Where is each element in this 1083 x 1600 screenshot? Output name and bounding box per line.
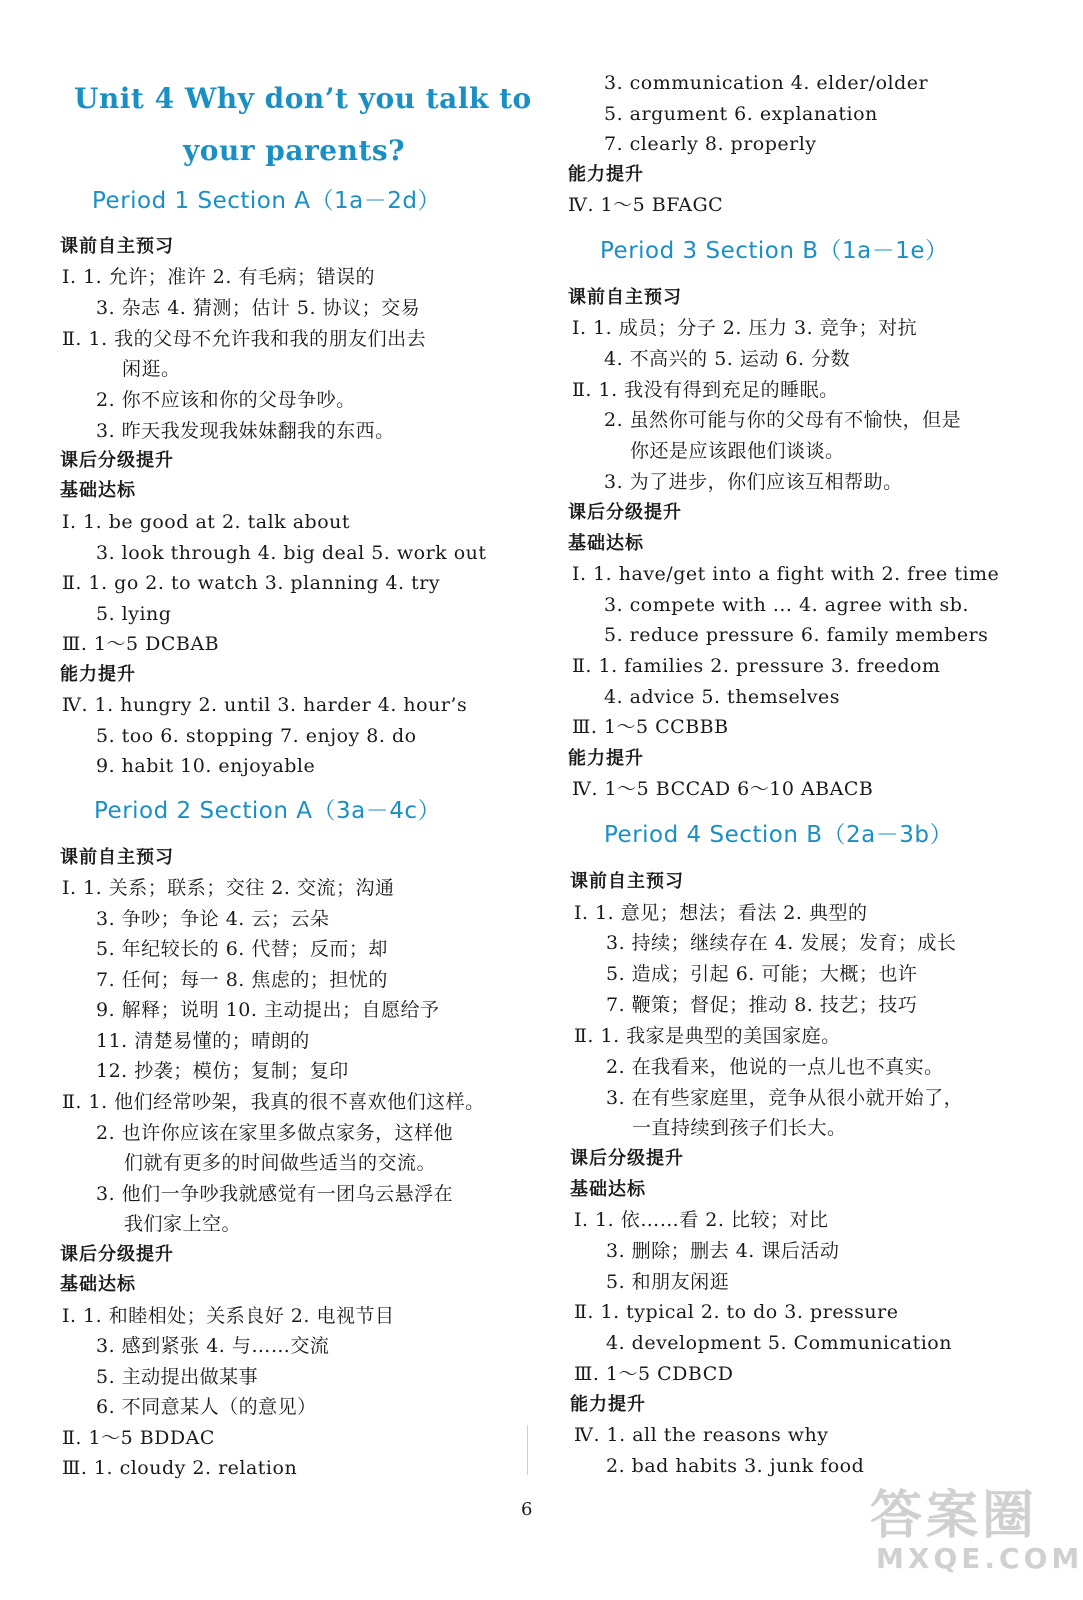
answer-line: 2. 也许你应该在家里多做点家务，这样他 (96, 1122, 454, 1144)
answer-line: 5. 主动提出做某事 (96, 1366, 259, 1388)
answer-line: Ⅰ. 1. 依……看 2. 比较；对比 (574, 1209, 829, 1231)
section-heading: 能力提升 (570, 1394, 646, 1415)
answer-line: 3. 昨天我发现我妹妹翻我的东西。 (96, 420, 395, 442)
period-title: Period 4 Section B（2a－3b） (604, 822, 953, 848)
answer-line: Ⅰ. 1. have/get into a fight with 2. free time (572, 563, 1000, 585)
answer-line: Ⅱ. 1. typical 2. to do 3. pressure (574, 1301, 899, 1323)
section-heading: 课前自主预习 (568, 287, 682, 308)
answer-line: Ⅰ. 1. 和睦相处；关系良好 2. 电视节目 (62, 1305, 395, 1327)
answer-line: Ⅰ. 1. 允许；准许 2. 有毛病；错误的 (62, 266, 375, 288)
answer-line: 5. reduce pressure 6. family members (604, 624, 989, 646)
answer-line: Ⅰ. 1. 意见；想法；看法 2. 典型的 (574, 902, 868, 924)
answer-line: 3. 争吵；争论 4. 云；云朵 (96, 908, 330, 930)
answer-line: 闲逛。 (122, 358, 181, 380)
answer-line: Ⅱ. 1. families 2. pressure 3. freedom (572, 655, 941, 677)
answer-line: 4. advice 5. themselves (604, 686, 840, 708)
section-heading: 基础达标 (60, 1274, 136, 1295)
answer-line: 7. clearly 8. properly (604, 133, 817, 155)
answer-line: 11. 清楚易懂的；晴朗的 (96, 1030, 310, 1052)
answer-line: Ⅰ. 1. 关系；联系；交往 2. 交流；沟通 (62, 877, 395, 899)
answer-line: Ⅱ. 1. go 2. to watch 3. planning 4. try (62, 572, 441, 594)
answer-line: Ⅳ. 1. all the reasons why (574, 1424, 829, 1446)
answer-line: 5. 年纪较长的 6. 代替；反而；却 (96, 938, 388, 960)
answer-line: 7. 鞭策；督促；推动 8. 技艺；技巧 (606, 994, 918, 1016)
answer-line: 2. 在我看来，他说的一点儿也不真实。 (606, 1056, 944, 1078)
answer-line: 9. 解释；说明 10. 主动提出；自愿给予 (96, 999, 440, 1021)
answer-line: 一直持续到孩子们长大。 (632, 1117, 847, 1139)
answer-line: 5. argument 6. explanation (604, 103, 878, 125)
answer-line: 5. 和朋友闲逛 (606, 1271, 730, 1293)
period-title: Period 2 Section A（3a－4c） (94, 798, 441, 824)
column-divider (527, 1425, 528, 1475)
period-title: Period 3 Section B（1a－1e） (600, 238, 949, 264)
answer-line: 2. bad habits 3. junk food (606, 1455, 865, 1477)
section-heading: 课后分级提升 (568, 502, 682, 523)
answer-line: 3. 持续；继续存在 4. 发展；发育；成长 (606, 932, 957, 954)
answer-line: Ⅲ. 1～5 CCBBB (572, 716, 729, 738)
section-heading: 基础达标 (568, 533, 644, 554)
answer-line: 4. 不高兴的 5. 运动 6. 分数 (604, 348, 851, 370)
section-heading: 能力提升 (568, 748, 644, 769)
section-heading: 基础达标 (60, 480, 136, 501)
unit-title-line2: your parents? (183, 134, 406, 167)
watermark-url: MXQE.COM (876, 1542, 1083, 1575)
section-heading: 课前自主预习 (60, 236, 174, 257)
answer-line: 3. 在有些家庭里，竞争从很小就开始了， (606, 1087, 964, 1109)
watermark-text: 答案圈 (870, 1486, 1039, 1546)
answer-line: Ⅲ. 1. cloudy 2. relation (62, 1457, 298, 1479)
section-heading: 能力提升 (60, 664, 136, 685)
watermark-logo (870, 1488, 1083, 1574)
section-heading: 课前自主预习 (570, 871, 684, 892)
answer-line: 5. too 6. stopping 7. enjoy 8. do (96, 725, 417, 747)
answer-line: 2. 你不应该和你的父母争吵。 (96, 389, 356, 411)
answer-line: 3. compete with ... 4. agree with sb. (604, 594, 969, 616)
answer-line: Ⅱ. 1. 我的父母不允许我和我的朋友们出去 (62, 328, 427, 350)
answer-line: 3. 感到紧张 4. 与……交流 (96, 1335, 330, 1357)
answer-line: Ⅳ. 1. hungry 2. until 3. harder 4. hour’s (62, 694, 468, 716)
period-title: Period 1 Section A（1a－2d） (92, 188, 441, 214)
answer-line: 你还是应该跟他们谈谈。 (630, 440, 845, 462)
answer-line: Ⅲ. 1～5 DCBAB (62, 633, 220, 655)
page-number: 6 (521, 1499, 533, 1520)
answer-line: 7. 任何；每一 8. 焦虑的；担忧的 (96, 969, 388, 991)
answer-line: 们就有更多的时间做些适当的交流。 (124, 1152, 437, 1174)
answer-line: 5. 造成；引起 6. 可能；大概；也许 (606, 963, 918, 985)
answer-line: 9. habit 10. enjoyable (96, 755, 316, 777)
answer-line: 2. 虽然你可能与你的父母有不愉快，但是 (604, 409, 962, 431)
answer-line: Ⅲ. 1～5 CDBCD (574, 1363, 734, 1385)
answer-line: 4. development 5. Communication (606, 1332, 952, 1354)
section-heading: 课后分级提升 (60, 450, 174, 471)
answer-line: 3. 他们一争吵我就感觉有一团乌云悬浮在 (96, 1183, 454, 1205)
answer-line: 3. 为了进步，你们应该互相帮助。 (604, 471, 903, 493)
section-heading: 课后分级提升 (60, 1244, 174, 1265)
answer-line: 5. lying (96, 603, 172, 625)
answer-line: 我们家上空。 (124, 1213, 242, 1235)
section-heading: 能力提升 (568, 164, 644, 185)
section-heading: 课前自主预习 (60, 847, 174, 868)
answer-line: Ⅱ. 1. 我没有得到充足的睡眠。 (572, 379, 839, 401)
answer-line: 12. 抄袭；模仿；复制；复印 (96, 1060, 349, 1082)
answer-line: 3. communication 4. elder/older (604, 72, 929, 94)
answer-line: Ⅱ. 1～5 BDDAC (62, 1427, 215, 1449)
answer-line: Ⅰ. 1. be good at 2. talk about (62, 511, 351, 533)
answer-line: 6. 不同意某人（的意见） (96, 1396, 317, 1418)
unit-title-line1: Unit 4 Why don’t you talk to (74, 82, 532, 115)
section-heading: 基础达标 (570, 1179, 646, 1200)
answer-line: 3. look through 4. big deal 5. work out (96, 542, 487, 564)
answer-line: Ⅳ. 1～5 BCCAD 6～10 ABACB (572, 778, 874, 800)
answer-line: Ⅰ. 1. 成员；分子 2. 压力 3. 竞争；对抗 (572, 317, 918, 339)
answer-line: 3. 杂志 4. 猜测；估计 5. 协议；交易 (96, 297, 421, 319)
answer-line: Ⅱ. 1. 他们经常吵架，我真的很不喜欢他们这样。 (62, 1091, 485, 1113)
answer-line: Ⅱ. 1. 我家是典型的美国家庭。 (574, 1025, 841, 1047)
answer-line: 3. 删除；删去 4. 课后活动 (606, 1240, 840, 1262)
section-heading: 课后分级提升 (570, 1148, 684, 1169)
answer-line: Ⅳ. 1～5 BFAGC (568, 194, 724, 216)
